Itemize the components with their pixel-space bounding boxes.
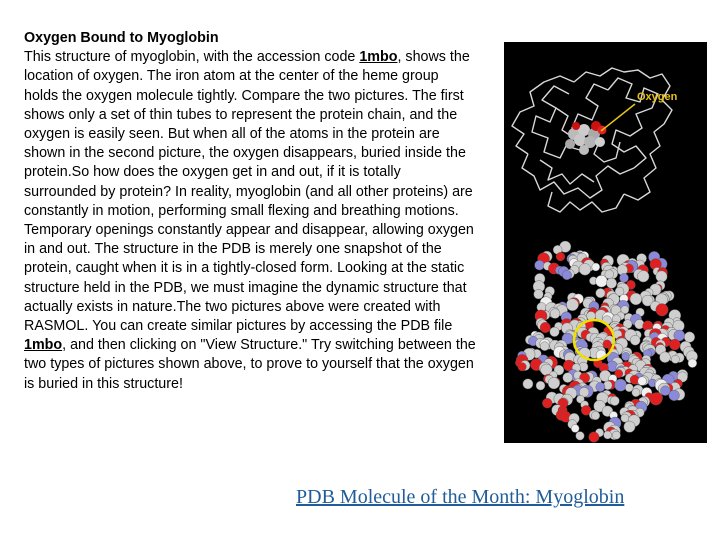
atom-sphere xyxy=(550,309,560,319)
body-text-3: , and then clicking on "View Structure." Try switching between the two types of pictures shown above, to prove to yourself that the oxygen is buried in this structure! xyxy=(24,337,476,392)
atom-sphere xyxy=(563,373,573,383)
atom-sphere xyxy=(660,352,671,363)
atom-sphere xyxy=(596,275,608,287)
atom-sphere xyxy=(589,432,599,442)
atom-sphere xyxy=(610,396,619,405)
atom-sphere xyxy=(606,278,616,288)
myoglobin-structure-images xyxy=(504,42,707,443)
pdb-file-link-1mbo[interactable]: 1mbo xyxy=(24,337,63,354)
atom-sphere xyxy=(612,431,620,439)
pdb-link-1mbo[interactable]: 1mbo xyxy=(359,49,398,66)
atom-sphere xyxy=(638,377,647,386)
atom-sphere xyxy=(624,421,635,432)
atom-sphere xyxy=(591,411,599,419)
atom-sphere xyxy=(571,425,579,433)
atom-sphere xyxy=(650,393,662,405)
oxygen-label: Oxygen xyxy=(637,91,678,103)
atom-sphere xyxy=(656,271,667,282)
atom-sphere xyxy=(592,263,600,271)
article-text xyxy=(24,29,476,394)
molecule-of-month-link[interactable]: PDB Molecule of the Month: Myoglobin xyxy=(296,486,625,508)
atom-sphere xyxy=(540,342,549,351)
atom-sphere xyxy=(518,363,526,371)
atom-sphere xyxy=(620,273,629,282)
atom-sphere xyxy=(536,381,545,390)
atom-sphere xyxy=(669,339,680,350)
body-text-2: , shows the location of oxygen. The iron atom at the center of the heme group holds the oxygen molecule tightly. Compare the two pictures. The first shows only a set of thin tubes to represent the protein chain, and the oxygen is easily seen. But when all of the atoms in the protein are shown in the second picture, the oxygen disappears, buried inside the protein.So how does the oxygen get in and out, if it is totally surrounded by protein? In reality, myoglobin (and all other proteins) are constantly in motion, performing small flexing and breathing motions. Temporary openings constantly appear and disappear, allowing oxygen in and out. The structure in the PDB is merely one snapshot of the protein, caught when it is in a tightly-closed form. Looking at the static structure held in the PDB, we must imagine the dynamic structure that actually exists in nature.The two pictures above were created with RASMOL. You can create similar pictures by accessing the PDB file xyxy=(24,49,474,335)
atom-sphere xyxy=(621,414,629,422)
myoglobin-figure xyxy=(504,42,707,443)
atom-sphere xyxy=(632,389,640,397)
atom-sphere xyxy=(684,332,695,343)
atom-sphere xyxy=(630,335,640,345)
atom-sphere xyxy=(604,431,612,439)
article-body xyxy=(24,48,476,394)
atom-sphere xyxy=(550,327,560,337)
atom-sphere xyxy=(656,304,668,316)
atom-sphere xyxy=(576,432,585,441)
article-title: Oxygen Bound to Myoglobin xyxy=(24,30,219,46)
atom-sphere xyxy=(566,299,578,311)
atom-sphere xyxy=(535,260,545,270)
atom-sphere xyxy=(542,398,552,408)
atom-sphere xyxy=(688,359,697,368)
atom-sphere xyxy=(596,288,605,297)
atom-sphere xyxy=(579,263,591,275)
atom-sphere xyxy=(548,377,560,389)
atom-sphere xyxy=(562,270,571,279)
atom-sphere xyxy=(596,382,605,391)
atom-sphere xyxy=(669,390,680,401)
atom-sphere xyxy=(630,293,642,305)
atom-sphere xyxy=(534,289,544,299)
body-text-1: This structure of myoglobin, with the accession code xyxy=(24,49,360,66)
atom-sphere xyxy=(625,384,633,392)
atom-sphere xyxy=(540,322,550,332)
atom-sphere xyxy=(638,271,650,283)
atom-sphere xyxy=(523,379,533,389)
atom-sphere xyxy=(671,355,679,363)
atom-sphere xyxy=(615,379,627,391)
atom-sphere xyxy=(556,252,565,261)
